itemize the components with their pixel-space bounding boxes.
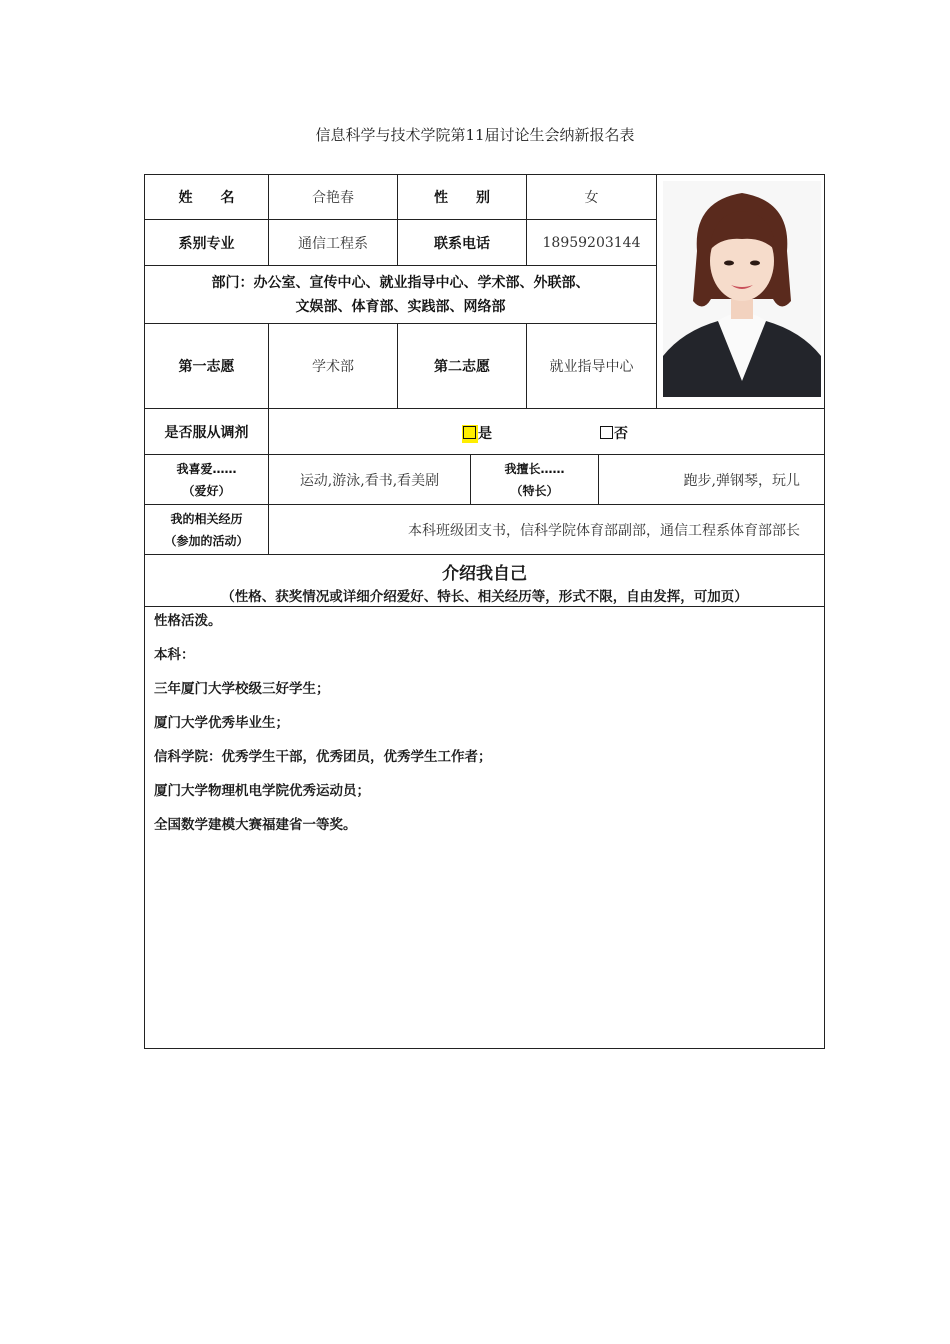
intro-line: 信科学院：优秀学生干部，优秀团员，优秀学生工作者； (154, 749, 492, 765)
first-choice-value: 学术部 (269, 324, 398, 409)
major-value: 通信工程系 (269, 220, 398, 266)
departments-cell (145, 266, 657, 324)
departments-line-2: 文娱部、体育部、实践部、网络部 (295, 298, 506, 315)
gender-value: 女 (527, 175, 657, 220)
photo-cell (657, 175, 824, 409)
intro-line: 厦门大学优秀毕业生； (154, 715, 289, 731)
adjust-yes-option[interactable]: 是 (462, 423, 492, 443)
registration-form (144, 174, 825, 1049)
adjust-label: 是否服从调剂 (145, 409, 269, 455)
adjust-options (269, 409, 824, 455)
second-choice-value: 就业指导中心 (527, 324, 657, 409)
intro-body (154, 611, 814, 849)
hobby-value: 运动,游泳,看书,看美剧 (269, 455, 471, 505)
adjust-no-option[interactable]: 否 (600, 423, 628, 443)
phone-value: 18959203144 (527, 220, 657, 266)
name-value: 合艳春 (269, 175, 398, 220)
skill-label: 我擅长…… （特长） (471, 455, 599, 505)
yes-checkbox-icon[interactable] (463, 426, 476, 439)
first-choice-label: 第一志愿 (145, 324, 269, 409)
no-checkbox-icon[interactable] (600, 426, 613, 439)
intro-subtitle: （性格、获奖情况或详细介绍爱好、特长、相关经历等，形式不限，自由发挥，可加页） (221, 589, 748, 605)
second-choice-label: 第二志愿 (398, 324, 527, 409)
intro-header (145, 555, 824, 607)
applicant-photo (663, 181, 821, 397)
major-label: 系别专业 (145, 220, 269, 266)
intro-line: 全国数学建模大赛福建省一等奖。 (154, 817, 357, 833)
skill-value: 跑步,弹钢琴，玩儿 (599, 455, 824, 505)
form-title: 信息科学与技术学院第11届讨论生会纳新报名表 (315, 126, 635, 144)
gender-label: 性 别 (398, 175, 527, 220)
intro-line: 厦门大学物理机电学院优秀运动员； (154, 783, 370, 799)
hobby-label: 我喜爱…… （爱好） (145, 455, 269, 505)
phone-label: 联系电话 (398, 220, 527, 266)
intro-line: 本科： (154, 647, 195, 663)
intro-line: 三年厦门大学校级三好学生； (154, 681, 330, 697)
intro-line: 性格活泼。 (154, 613, 222, 629)
name-label: 姓 名 (145, 175, 269, 220)
departments-line-1: 部门：办公室、宣传中心、就业指导中心、学术部、外联部、 (211, 274, 590, 291)
experience-label: 我的相关经历 （参加的活动） (145, 505, 269, 555)
experience-value: 本科班级团支书，信科学院体育部副部，通信工程系体育部部长 (269, 505, 824, 555)
intro-title: 介绍我自己 (442, 564, 527, 584)
